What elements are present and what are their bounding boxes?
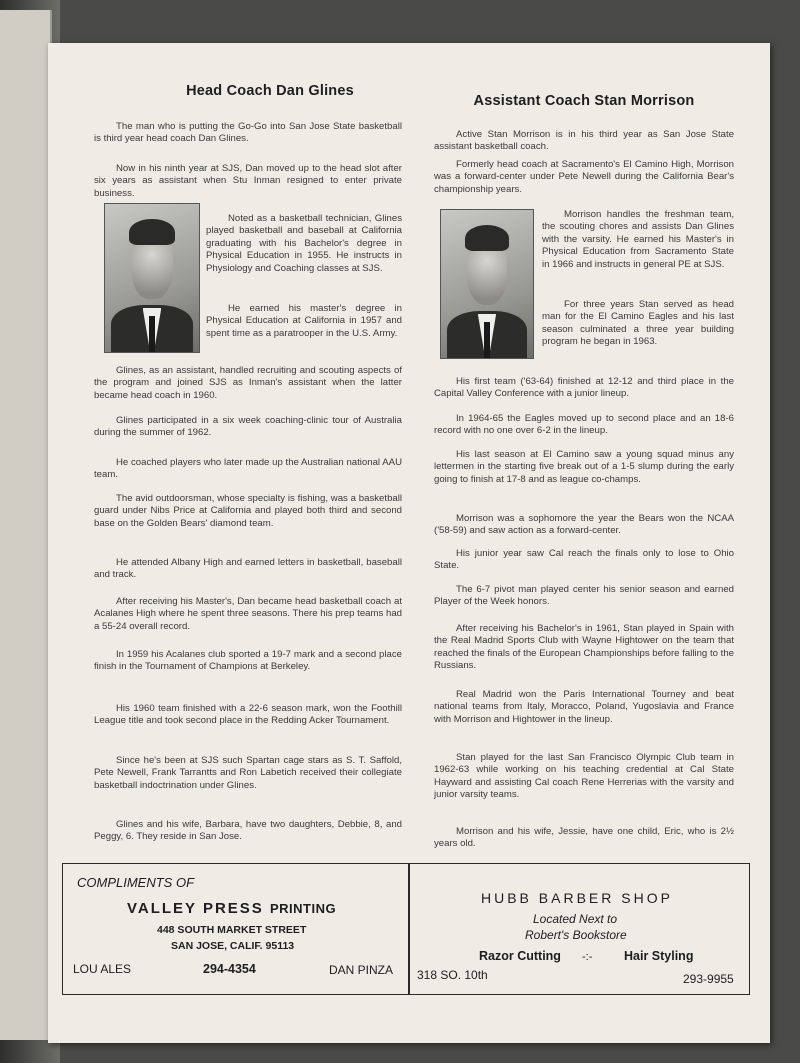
dan-glines-photo	[104, 203, 200, 353]
service-separator: -:-	[582, 951, 593, 963]
advertisements-box	[62, 863, 750, 995]
paragraph: He attended Albany High and earned letters in basketball, baseball and track.	[94, 557, 402, 581]
paragraph: The avid outdoorsman, whose specialty is fishing, was a basketball guard under Nibs Price at California and played both third and second base on the Golden Bears' diamond team.	[94, 493, 402, 529]
paragraph: Noted as a basketball technician, Glines played basketball and baseball at California graduating with his Bachelor's degree in Physical Education in 1955. He instructs in Physiology and Coaching classes at SJS.	[206, 213, 402, 274]
paragraph: His junior year saw Cal reach the finals only to lose to Ohio State.	[434, 548, 734, 572]
contact-left: LOU ALES	[73, 962, 132, 976]
service-razor: Razor Cutting	[479, 949, 561, 963]
paragraph: In 1964-65 the Eagles moved up to second place and an 18-6 record with no one over 6-2 in the lineup.	[434, 413, 734, 437]
paragraph: His 1960 team finished with a 22-6 season mark, won the Foothill League title and took second place in the Redding Acker Tournament.	[94, 703, 402, 727]
company-name: VALLEY PRESS	[127, 900, 264, 917]
located-line-2: Robert's Bookstore	[525, 928, 627, 942]
paragraph: The 6-7 pivot man played center his senior season and earned Player of the Week honors.	[434, 584, 734, 608]
paragraph: After receiving his Bachelor's in 1961, Stan played in Spain with the Real Madrid Sports Club with Wayne Hightower on the team that reached the finals of the European Championships before falling to the Russians.	[434, 623, 734, 672]
city-address: SAN JOSE, CALIF. 95113	[171, 940, 295, 952]
paragraph: He coached players who later made up the Australian national AAU team.	[94, 457, 402, 481]
paragraph: His last season at El Camino saw a young squad minus any lettermen in the starting five break out of a 1-5 slump during the early going to finish at 17-8 and as league co-champs.	[434, 449, 734, 485]
paragraph: Active Stan Morrison is in his third year as San Jose State assistant basketball coach.	[434, 129, 734, 153]
paragraph: He earned his master's degree in Physical Education at California in 1957 and spent time as a paratrooper in the U.S. Army.	[206, 303, 402, 339]
paragraph: After receiving his Master's, Dan became head basketball coach at Acalanes High where he spent three seasons. There his prep teams had a 55-24 overall record.	[94, 596, 402, 632]
valley-press-name	[127, 900, 336, 917]
paragraph: Morrison was a sophomore the year the Bears won the NCAA ('58-59) and saw action as a forward-center.	[434, 513, 734, 537]
paragraph: For three years Stan served as head man for the El Camino Eagles and his last season culminated a three year building program he began in 1963.	[542, 299, 734, 348]
compliments-of: COMPLIMENTS OF	[77, 875, 195, 890]
phone-number: 294-4354	[203, 962, 256, 976]
paragraph: Glines participated in a six week coaching-clinic tour of Australia during the summer of 1962.	[94, 415, 402, 439]
barber-shop-name: HUBB BARBER SHOP	[481, 890, 673, 906]
paragraph: His first team ('63-64) finished at 12-12 and third place in the Capital Valley Conference with a junior lineup.	[434, 376, 734, 400]
previous-page-edge	[0, 10, 52, 1040]
paragraph: Morrison and his wife, Jessie, have one child, Eric, who is 2½ years old.	[434, 826, 734, 850]
located-line-1: Located Next to	[533, 912, 618, 926]
barber-address: 318 SO. 10th	[417, 968, 488, 982]
ads-divider	[408, 864, 410, 994]
service-hair: Hair Styling	[624, 949, 694, 963]
paragraph: Glines, as an assistant, handled recruiting and scouting aspects of the program and joined SJS as Inman's assistant when the latter became head coach in 1960.	[94, 365, 402, 401]
paragraph: In 1959 his Acalanes club sported a 19-7 mark and a second place finish in the Tournament of Champions at Berkeley.	[94, 649, 402, 673]
company-suffix: PRINTING	[269, 901, 337, 916]
paragraph: Formerly head coach at Sacramento's El Camino High, Morrison was a forward-center under Pete Newell during the California Bear's championship years.	[434, 159, 734, 195]
assistant-coach-title: Assistant Coach Stan Morrison	[473, 93, 695, 109]
contact-right: DAN PINZA	[329, 963, 394, 977]
paragraph: Real Madrid won the Paris International Tourney and beat national teams from Italy, Moracco, Poland, Yugoslavia and France with Morrison and Hightower in the lineup.	[434, 689, 734, 725]
paragraph: Stan played for the last San Francisco Olympic Club team in 1962-63 while working on his teaching credential at Cal State Hayward and assisting Cal coach Rene Herrerias with the varsity and junior varsity teams.	[434, 752, 734, 801]
stan-morrison-photo	[440, 209, 534, 359]
paragraph: Since he's been at SJS such Spartan cage stars as S. T. Saffold, Pete Newell, Frank Tarrantts and Ron Labetich received their collegiate basketball indoctrination under Glines.	[94, 755, 402, 791]
paragraph: Morrison handles the freshman team, the scouting chores and assists Dan Glines with the varsity. He earned his Master's in Physical Education from Sacramento State in 1966 and instructs in general PE at SJS.	[542, 209, 734, 270]
paragraph: The man who is putting the Go-Go into San Jose State basketball is third year head coach Dan Glines.	[94, 121, 402, 145]
head-coach-title: Head Coach Dan Glines	[186, 83, 354, 99]
barber-phone: 293-9955	[683, 972, 734, 986]
street-address: 448 SOUTH MARKET STREET	[157, 924, 307, 936]
paragraph: Glines and his wife, Barbara, have two daughters, Debbie, 8, and Peggy, 6. They reside in San Jose.	[94, 819, 402, 843]
paragraph: Now in his ninth year at SJS, Dan moved up to the head slot after six years as assistant when Stu Inman resigned to enter private business.	[94, 163, 402, 199]
